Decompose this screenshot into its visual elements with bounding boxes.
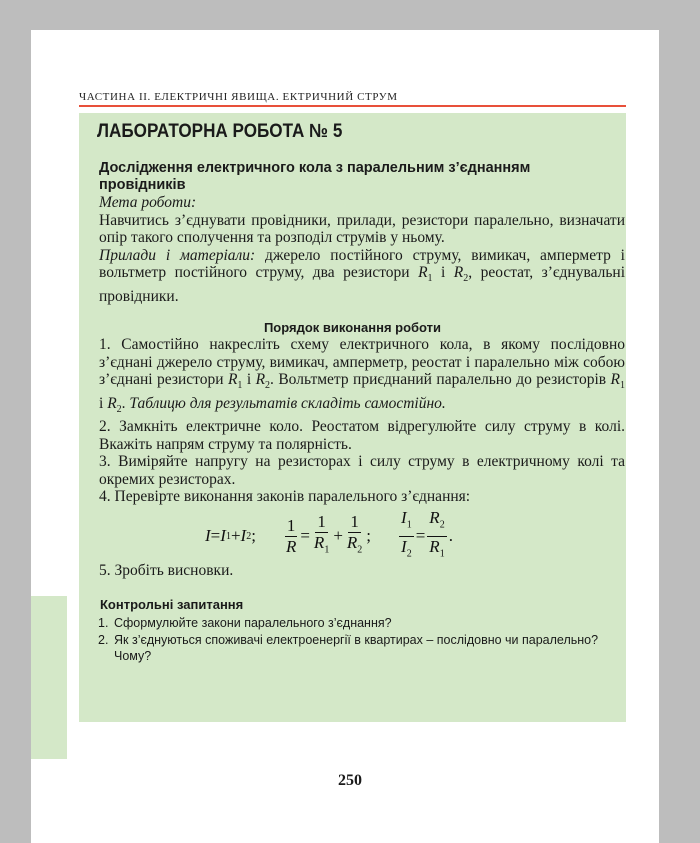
f3-frac-2	[427, 508, 446, 564]
f2-num-2: 1	[317, 511, 326, 531]
step-5: 5. Зробіть висновки.	[99, 562, 234, 579]
f1-plus: +	[230, 526, 241, 545]
f1-i1-sub: 1	[225, 530, 231, 542]
procedure-steps	[99, 336, 625, 506]
f3-den-2: R	[429, 536, 440, 556]
side-color-tab	[31, 596, 67, 759]
f2-eq: =	[300, 526, 310, 545]
f2-num-1: 1	[286, 515, 296, 535]
step-4: 4. Перевірте виконання законів паралельного з’єднання:	[99, 488, 471, 506]
f2-den-1: R	[285, 536, 297, 556]
step-1-dot: .	[121, 394, 130, 412]
f1-i2-sub: 2	[246, 530, 252, 542]
questions-title: Контрольні запитання	[100, 597, 244, 612]
step-1-r2: R	[255, 371, 266, 388]
step-1	[99, 336, 625, 418]
f3-end: .	[448, 526, 453, 545]
f2-frac-3	[345, 512, 364, 560]
question-number: 1.	[98, 616, 109, 630]
materials-r1-sub: 1	[427, 273, 433, 285]
f2-den-2-sub: 1	[324, 544, 330, 556]
materials-r1: R	[418, 264, 428, 281]
step-1-r2-sub: 2	[265, 380, 271, 392]
question-item	[98, 632, 618, 665]
question-item	[98, 615, 618, 632]
step-1-r1-sub: 1	[237, 380, 243, 392]
goal-text: Навчитись з’єднувати провідники, прилади, резистори паралельно, визначати опір такого сполучення та розподіл струмів у ньому.	[99, 211, 625, 246]
f3-num-1: I	[401, 508, 407, 528]
f3-frac-1	[399, 508, 414, 564]
f3-den-1-sub: 2	[406, 547, 412, 559]
step-1-text-b: . Вольтметр приєднаний паралельно до резисторів	[270, 371, 611, 388]
step-3: 3. Виміряйте напругу на резисторах і силу струму в електричному колі та окремих резисторах.	[99, 453, 625, 488]
step-1-and-b: і	[99, 394, 108, 412]
materials-text-2: , реостат, з’єднувальні провідники.	[99, 264, 625, 305]
materials-label: Прилади і матеріали:	[99, 246, 256, 264]
page-number: 250	[338, 772, 362, 789]
step-1-and: і	[242, 371, 256, 388]
materials-and: і	[432, 264, 454, 281]
f2-frac-2	[312, 512, 331, 560]
f1-i1: I	[220, 526, 226, 545]
step-1-r2b-sub: 2	[116, 403, 122, 415]
goal-label: Мета роботи:	[99, 194, 197, 211]
step-1-r1b: R	[610, 371, 621, 388]
f3-num-1-sub: 1	[406, 519, 412, 531]
lab-subtitle: Дослідження електричного кола з паралельним з’єднанням провідників	[99, 160, 531, 193]
f2-frac-1	[284, 516, 298, 557]
question-text: Сформулюйте закони паралельного з’єднання?	[114, 616, 392, 630]
f2-den-3: R	[346, 532, 358, 552]
materials-r2-sub: 2	[463, 273, 469, 285]
step-2: 2. Замкніть електричне коло. Реостатом відрегулюйте силу струму в колі. Вкажіть напрям струму та полярність.	[99, 418, 625, 453]
f1-i2: I	[240, 526, 247, 545]
lab-title: ЛАБОРАТОРНА РОБОТА № 5	[97, 121, 343, 142]
step-1-text-a: 1. Самостійно накресліть схему електричного кола, в якому послідовно з’єднані джерело струму, вимикач, амперметр, реостат і паралельно між собою з’єднані резистори	[99, 336, 625, 388]
f3-den-2-sub: 1	[439, 547, 445, 559]
parallel-laws-formula	[205, 508, 453, 561]
step-5-block	[99, 562, 625, 580]
goal-section	[99, 194, 625, 305]
f2-den-2: R	[313, 532, 325, 552]
materials-text-1: джерело постійного струму, вимикач, амперметр і вольтметр постійного струму, два резистори	[99, 246, 625, 281]
questions-list	[98, 615, 618, 665]
f1-i: I	[205, 526, 211, 545]
f2-num-3: 1	[350, 511, 359, 531]
step-1-r1: R	[227, 371, 238, 388]
procedure-title: Порядок виконання роботи	[263, 320, 442, 335]
f3-den-1: I	[401, 536, 407, 556]
running-head: ЧАСТИНА ІІ. ЕЛЕКТРИЧНІ ЯВИЩА. ЕКТРИЧНИЙ СТРУМ	[79, 91, 398, 103]
question-number: 2.	[98, 632, 109, 647]
header-rule	[79, 105, 626, 107]
f2-den-3-sub: 2	[357, 544, 363, 556]
f3-num-2: R	[429, 508, 440, 528]
f1-eq: =	[210, 526, 221, 545]
f2-plus: +	[333, 526, 343, 545]
f1-sep: ;	[251, 526, 256, 545]
f2-sep: ;	[366, 526, 372, 545]
question-text: Як з’єднуються споживачі електроенергії в квартирах – послідовно чи паралельно? Чому?	[114, 632, 599, 663]
f3-eq: =	[415, 526, 426, 545]
materials-r2: R	[453, 264, 464, 281]
f3-num-2-sub: 2	[439, 519, 445, 531]
materials-paragraph	[99, 247, 625, 306]
step-1-italic-note: Таблицю для результатів складіть самостійно.	[129, 394, 446, 412]
step-1-r1b-sub: 1	[620, 380, 626, 392]
step-1-r2b: R	[107, 394, 117, 412]
